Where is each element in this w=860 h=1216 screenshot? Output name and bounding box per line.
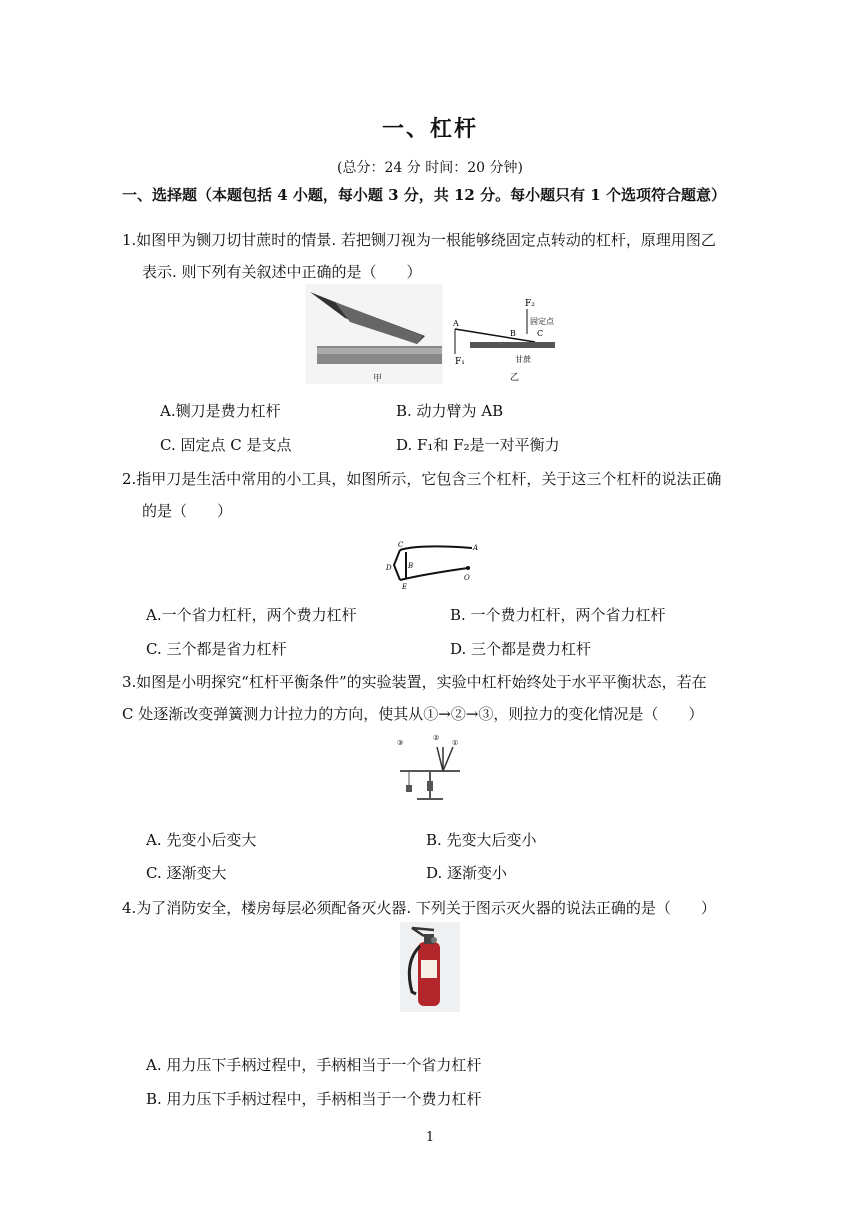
question-4-text	[122, 892, 742, 924]
question-4-line-1: 4.为了消防安全，楼房每层必须配备灭火器. 下列关于图示灭火器的说法正确的是（ ）	[122, 899, 716, 917]
q4-option-b: B. 用力压下手柄过程中，手柄相当于一个费力杠杆	[146, 1090, 482, 1108]
label-C: C	[537, 329, 544, 338]
question-3-line-2: C 处逐渐改变弹簧测力计拉力的方向，使其从①→②→③，则拉力的变化情况是（ ）	[122, 705, 704, 723]
question-2-text	[122, 463, 742, 527]
question-1-line-2: 表示. 则下列有关叙述中正确的是（ ）	[142, 263, 422, 281]
label-E2: E	[402, 583, 408, 590]
label-A: A	[453, 319, 459, 328]
label-three: ③	[397, 739, 404, 747]
label-A2: A	[473, 544, 479, 552]
q2-option-d: D. 三个都是费力杠杆	[450, 640, 592, 658]
exam-info: (总分：24 分 时间：20 分钟)	[337, 160, 523, 176]
q1-option-d: D. F₁和 F₂是一对平衡力	[396, 436, 560, 454]
figure-2-nail-clipper	[380, 540, 480, 590]
q2-option-a: A.一个省力杠杆，两个费力杠杆	[146, 606, 357, 624]
figure-1-guillotine	[305, 284, 565, 384]
q1-option-a: A.铡刀是费力杠杆	[160, 402, 281, 420]
question-1-line-1: 1.如图甲为铡刀切甘蔗时的情景. 若把铡刀视为一根能够绕固定点转动的杠杆，原理用图乙	[122, 231, 716, 249]
question-2-line-2: 的是（ ）	[142, 502, 233, 520]
label-yi: 乙	[510, 373, 520, 383]
label-cane: 甘蔗	[515, 355, 531, 364]
page-title: 一、杠杆	[381, 116, 478, 142]
figure-4-fire-extinguisher	[400, 922, 460, 1012]
page-number: 1	[425, 1130, 435, 1145]
q3-option-a: A. 先变小后变大	[146, 831, 257, 849]
label-F2: F₂	[525, 299, 535, 309]
label-D2: D	[386, 564, 392, 572]
q3-option-c: C. 逐渐变大	[146, 864, 227, 882]
q3-option-d: D. 逐渐变小	[426, 864, 508, 882]
question-3-text	[122, 666, 742, 730]
q3-option-b: B. 先变大后变小	[426, 831, 537, 849]
question-2-line-1: 2.指甲刀是生活中常用的小工具，如图所示，它包含三个杠杆，关于这三个杠杆的说法正确	[122, 470, 722, 488]
q4-option-a: A. 用力压下手柄过程中，手柄相当于一个省力杠杆	[146, 1056, 482, 1074]
section-heading: 一、选择题（本题包括 4 小题，每小题 3 分，共 12 分。每小题只有 1 个选项符合题意）	[122, 186, 726, 204]
label-jia: 甲	[373, 374, 383, 384]
q1-option-b: B. 动力臂为 AB	[396, 402, 504, 420]
label-C2: C	[398, 541, 404, 549]
label-B: B	[510, 329, 516, 338]
label-one: ①	[452, 739, 459, 747]
q1-option-c: C. 固定点 C 是支点	[160, 436, 292, 454]
label-two: ②	[433, 734, 440, 742]
label-O2: O	[464, 574, 470, 582]
label-fixed-point: 固定点	[530, 317, 554, 326]
q2-option-c: C. 三个都是省力杠杆	[146, 640, 287, 658]
question-1-text	[122, 224, 742, 288]
figure-3-lever-experiment	[395, 733, 465, 803]
label-B2: B	[408, 562, 414, 570]
label-F1: F₁	[455, 357, 465, 367]
question-3-line-1: 3.如图是小明探究“杠杆平衡条件”的实验装置，实验中杠杆始终处于水平平衡状态，若在	[122, 673, 707, 691]
q2-option-b: B. 一个费力杠杆，两个省力杠杆	[450, 606, 666, 624]
